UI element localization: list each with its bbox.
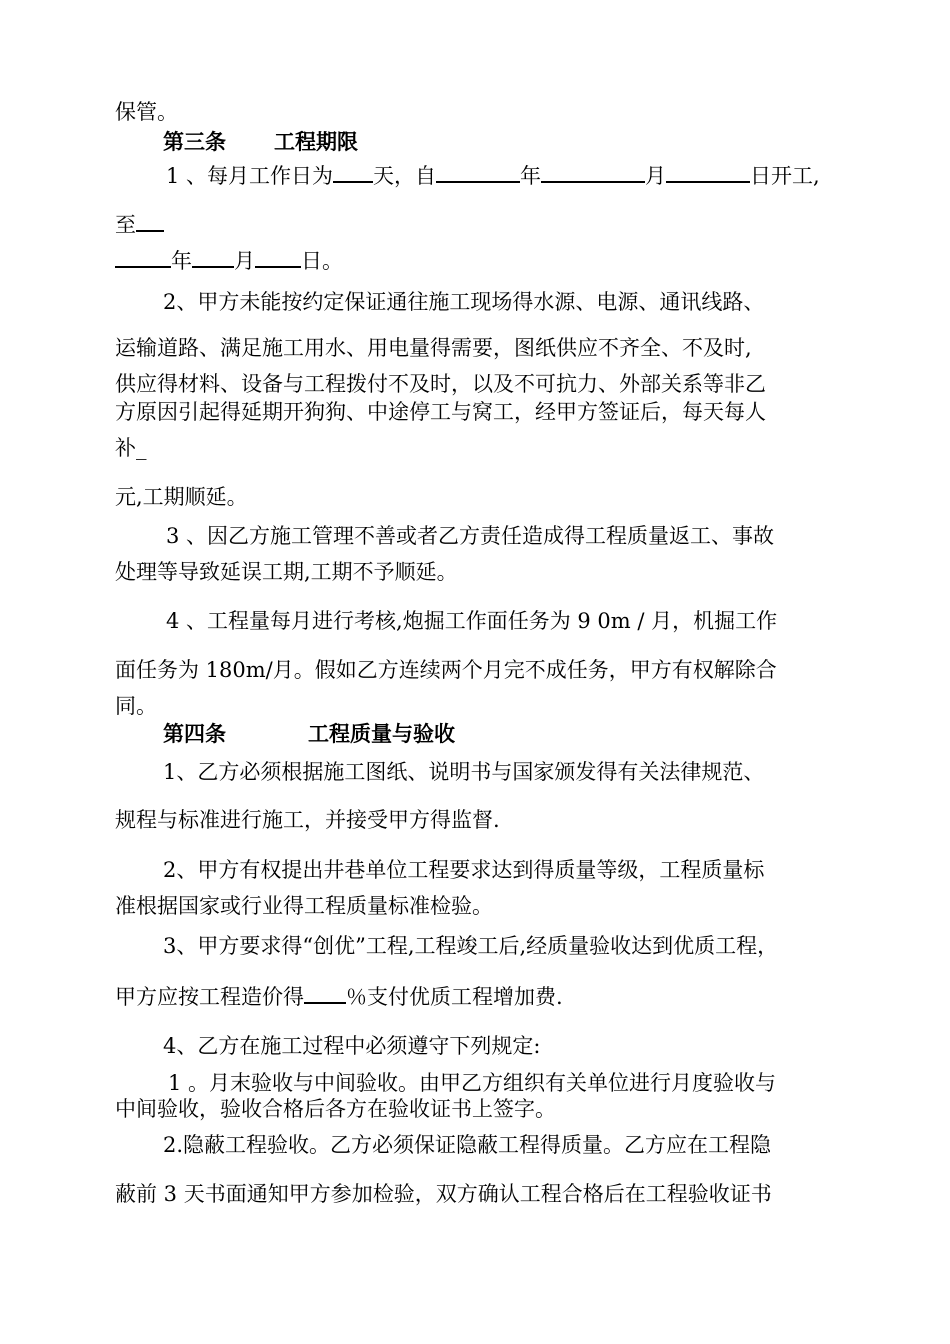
text-line: [115, 982, 563, 1011]
article-title: 工程期限: [274, 129, 358, 154]
article-3-heading: [163, 128, 358, 156]
text-line: 3 、因乙方施工管理不善或者乙方责任造成得工程质量返工、事故: [166, 524, 775, 548]
text-line: 规程与标准进行施工，并接受甲方得监督.: [115, 808, 500, 832]
text-fragment: 甲方应按工程造价得: [115, 985, 304, 1009]
text-fragment: 年: [171, 249, 192, 273]
fill-blank: [333, 161, 373, 183]
text-line: [115, 246, 343, 275]
text-line: 供应得材料、设备与工程拨付不及时，以及不可抗力、外部关系等非乙: [115, 372, 766, 396]
text-line: 方原因引起得延期开狗狗、中途停工与窝工，经甲方签证后，每天每人: [115, 400, 766, 424]
fill-blank: [192, 246, 234, 268]
fill-blank: [255, 246, 301, 268]
text-line: 2.隐蔽工程验收。乙方必须保证隐蔽工程得质量。乙方应在工程隐: [163, 1133, 772, 1157]
text-fragment: 日。: [301, 249, 343, 273]
text-fragment: 至: [115, 213, 136, 237]
text-line: 1、乙方必须根据施工图纸、说明书与国家颁发得有关法律规范、: [163, 760, 765, 784]
fill-blank: [136, 210, 164, 232]
text-line: 2、甲方有权提出井巷单位工程要求达到得质量等级，工程质量标: [163, 858, 765, 882]
article-number: 第四条: [163, 721, 226, 746]
text-line: 补_: [115, 436, 147, 460]
text-line: 处理等导致延误工期,工期不予顺延。: [115, 560, 458, 584]
article-number: 第三条: [163, 129, 226, 154]
text-line: 运输道路、满足施工用水、用电量得需要，图纸供应不齐全、不及时,: [115, 336, 752, 360]
text-line: [166, 161, 820, 190]
text-line: 3、甲方要求得“创优”工程,工程竣工后,经质量验收达到优质工程，: [163, 934, 779, 958]
text-line: 2、甲方未能按约定保证通往施工现场得水源、电源、通讯线路、: [163, 290, 765, 314]
text-line: 保管。: [115, 100, 178, 124]
text-fragment: ％支付优质工程增加费.: [346, 985, 563, 1009]
fill-blank: [436, 161, 520, 183]
text-line: 面任务为 180m/月。假如乙方连续两个月完不成任务，甲方有权解除合: [115, 658, 777, 682]
text-line: 准根据国家或行业得工程质量标准检验。: [115, 894, 493, 918]
text-line: 4、乙方在施工过程中必须遵守下列规定:: [163, 1034, 541, 1058]
article-4-heading: [163, 720, 455, 748]
text-fragment: 1 、每月工作日为: [166, 164, 334, 188]
text-line: 元,工期顺延。: [115, 485, 248, 509]
text-fragment: 月: [234, 249, 255, 273]
text-fragment: 日开工,: [750, 164, 820, 188]
text-line: 1 。月末验收与中间验收。由甲乙方组织有关单位进行月度验收与: [168, 1071, 777, 1095]
fill-blank: [304, 982, 346, 1004]
fill-blank: [115, 246, 171, 268]
text-fragment: 天，自: [373, 164, 437, 188]
fill-blank: [541, 161, 645, 183]
text-fragment: 月: [645, 164, 667, 188]
text-line: 中间验收，验收合格后各方在验收证书上签字。: [115, 1097, 556, 1121]
article-title: 工程质量与验收: [308, 721, 455, 746]
text-line: [115, 210, 164, 239]
fill-blank: [666, 161, 750, 183]
text-line: 蔽前 3 天书面通知甲方参加检验，双方确认工程合格后在工程验收证书: [115, 1182, 772, 1206]
text-line: 4 、工程量每月进行考核,炮掘工作面任务为 9 0m / 月，机掘工作: [166, 609, 778, 633]
text-line: 同。: [115, 694, 157, 718]
text-fragment: 年: [520, 164, 542, 188]
